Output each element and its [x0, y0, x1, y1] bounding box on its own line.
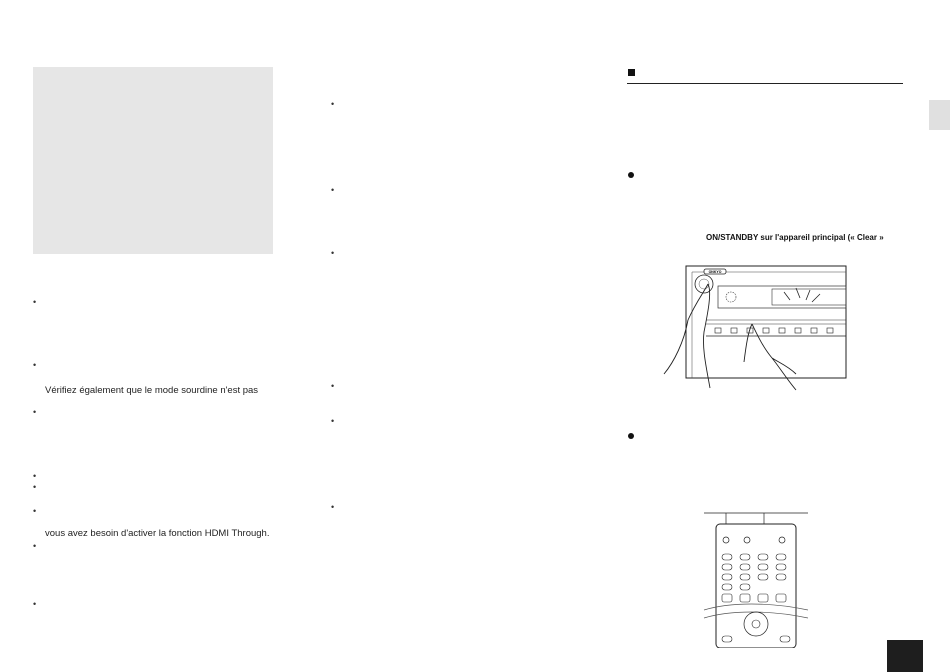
mute-check-text: Vérifiez également que le mode sourdine n'est pas [45, 385, 259, 396]
bullet: • [331, 248, 335, 258]
bullet: • [33, 599, 37, 609]
step-caption: ON/STANDBY sur l'appareil principal (« Clear » [706, 233, 884, 242]
main-unit-illustration [660, 262, 850, 392]
bullet: • [33, 506, 37, 516]
step-dot-icon [628, 172, 634, 178]
bullet: • [331, 99, 335, 109]
brand-logo-text: ONKYO [708, 270, 722, 274]
bullet: • [331, 502, 335, 512]
bullet: • [33, 360, 37, 370]
bullet: • [33, 297, 37, 307]
page-number-block [887, 640, 923, 672]
section-divider [627, 83, 903, 84]
bullet: • [331, 381, 335, 391]
bullet: • [331, 185, 335, 195]
hdmi-through-text: vous avez besoin d'activer la fonction HDMI Through. [45, 528, 270, 539]
bullet: • [33, 407, 37, 417]
chapter-tab [929, 100, 950, 130]
bullet: • [331, 416, 335, 426]
section-marker-icon [628, 69, 635, 76]
step-dot-icon [628, 433, 634, 439]
bullet: • [33, 482, 37, 492]
bullet: • [33, 541, 37, 551]
remote-control-illustration [700, 510, 812, 648]
bullet: • [33, 471, 37, 481]
note-box [33, 67, 273, 254]
